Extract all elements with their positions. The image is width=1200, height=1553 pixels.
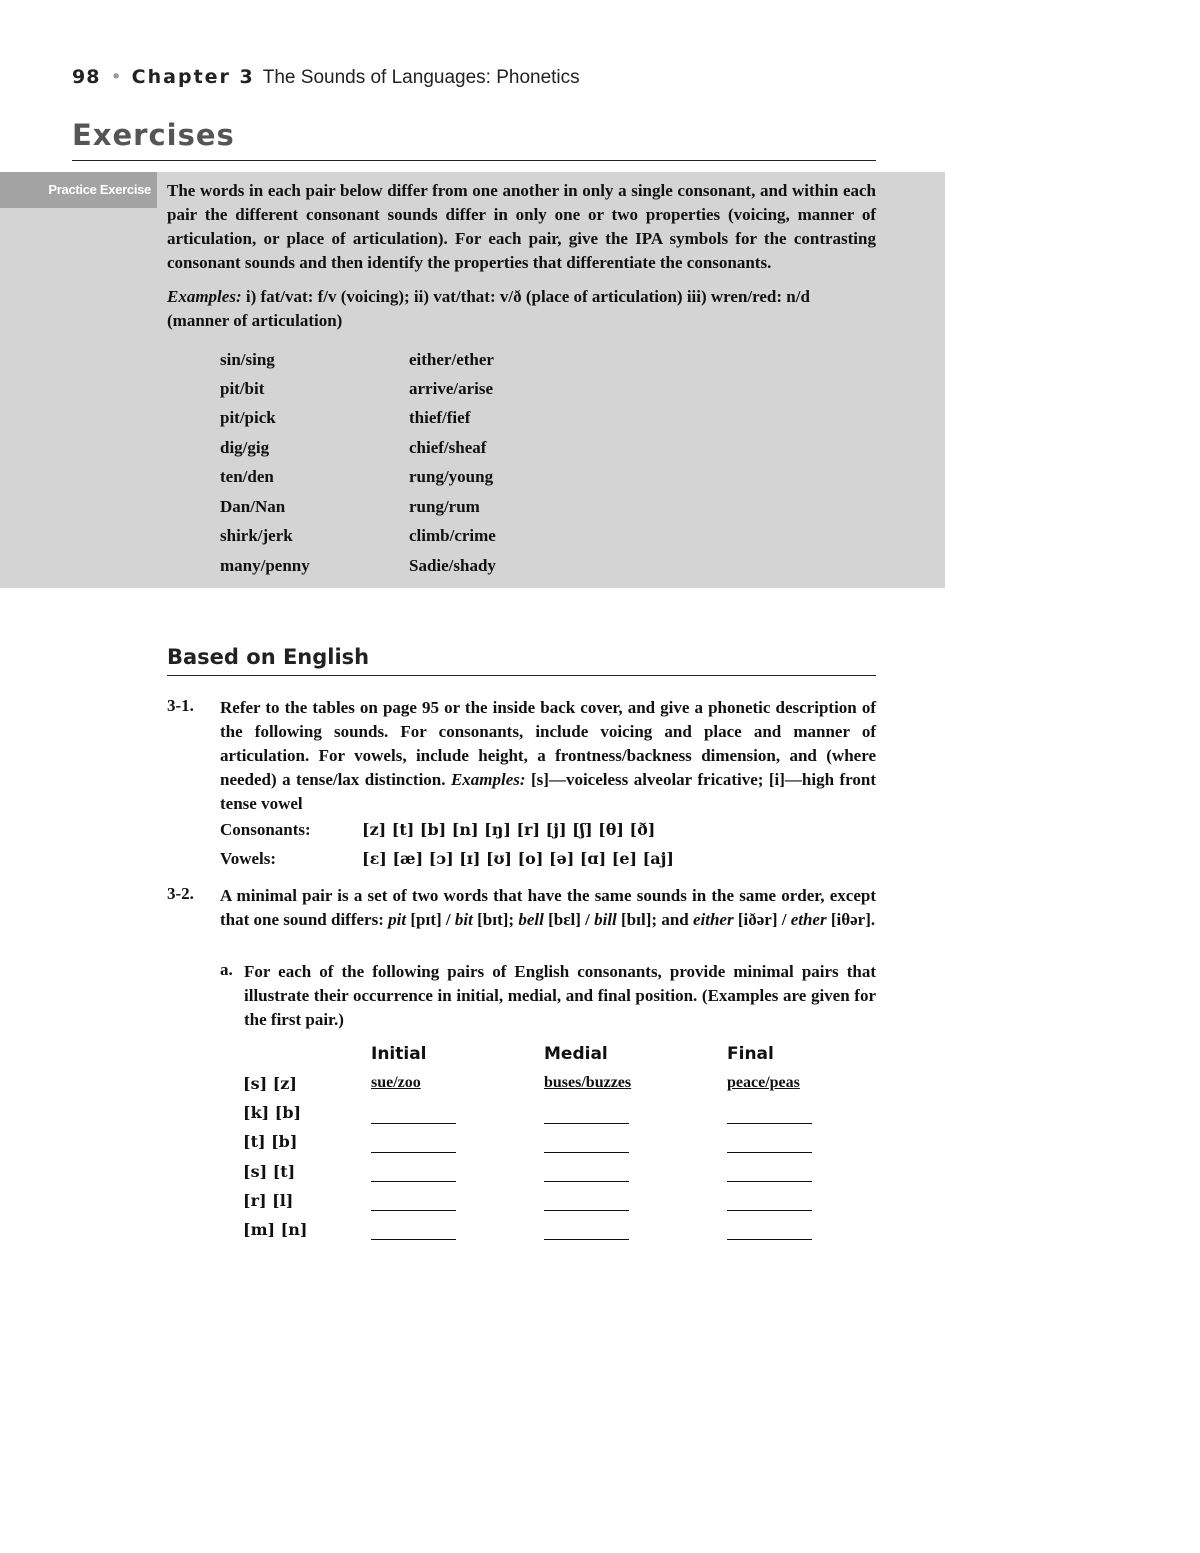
example-word: either: [692, 910, 734, 929]
exercise-number: 3-1.: [167, 696, 194, 715]
page-number: 98: [72, 66, 101, 88]
example-word: bit: [454, 910, 473, 929]
answer-blank-medial[interactable]: [544, 1181, 629, 1182]
word-pair: Dan/Nan: [220, 497, 286, 516]
ipa-transcription: [iðər] /: [733, 910, 791, 929]
divider: [167, 675, 876, 676]
column-header-final: Final: [727, 1044, 774, 1064]
word-pair: either/ether: [409, 350, 494, 369]
exercise-text-part: Refer to the tables on page 95 or the inside back cover, and give a phonetic description of the following sounds. For consonants, include voicing and place and manner of articulation. For vowels, include height, a frontness/backness dimension, and (where needed) a tense/lax distinction.: [220, 698, 876, 789]
ipa-transcription: [bɛl] /: [543, 910, 595, 929]
answer-blank-medial[interactable]: [544, 1210, 629, 1211]
sub-exercise-label: a.: [220, 960, 233, 979]
exercise-text: [220, 884, 876, 932]
ipa-transcription: [iθər].: [826, 910, 876, 929]
exercise-text: [220, 696, 876, 816]
answer-initial: sue/zoo: [371, 1074, 421, 1091]
answer-blank-initial[interactable]: [371, 1123, 456, 1124]
examples-label: Examples:: [167, 287, 242, 306]
word-pair: rung/young: [409, 467, 494, 486]
word-pair: rung/rum: [409, 497, 480, 516]
exercise-text-part: [s]—voiceless alveolar fricative; [i]—high front tense vowel: [220, 770, 876, 813]
answer-blank-initial[interactable]: [371, 1152, 456, 1153]
word-pair: climb/crime: [409, 526, 496, 545]
word-pair: pit/pick: [220, 408, 276, 427]
examples-label: Examples:: [450, 770, 526, 789]
word-pair: many/penny: [220, 556, 310, 575]
practice-exercise-tab: Practice Exercise: [0, 172, 157, 208]
answer-blank-final[interactable]: [727, 1239, 812, 1240]
exercise-text-part: A minimal pair is a set of two words that have the same sounds in the same order, except that one sound differs:: [220, 886, 876, 929]
ipa-transcription: [bɪt];: [472, 910, 519, 929]
consonant-symbols: [z] [t] [b] [n] [ŋ] [r] [j] [ʃ] [θ] [ð]: [362, 820, 656, 839]
word-pair: ten/den: [220, 467, 274, 486]
answer-blank-medial[interactable]: [544, 1123, 629, 1124]
example-word: bill: [594, 910, 617, 929]
answer-medial: buses/buzzes: [544, 1074, 632, 1091]
example-word: pit: [388, 910, 407, 929]
answer-blank-medial[interactable]: [544, 1152, 629, 1153]
examples-text: i) fat/vat: f/v (voicing); ii) vat/that: v/ð (place of articulation) iii) wren/red: n/d (manner of articulation): [167, 287, 810, 330]
consonant-pair: [r] [l]: [243, 1191, 294, 1210]
ipa-transcription: [pɪt] /: [406, 910, 455, 929]
vowels-label: Vowels:: [220, 849, 277, 868]
word-pair: arrive/arise: [409, 379, 494, 398]
word-pair: chief/sheaf: [409, 438, 487, 457]
answer-blank-final[interactable]: [727, 1123, 812, 1124]
running-head: [72, 66, 580, 89]
section-title: Exercises: [72, 118, 235, 152]
word-pair: shirk/jerk: [220, 526, 293, 545]
answer-blank-final[interactable]: [727, 1181, 812, 1182]
column-header-medial: Medial: [544, 1044, 608, 1064]
word-pair: Sadie/shady: [409, 556, 496, 575]
consonant-pair: [s] [t]: [243, 1162, 296, 1181]
word-pair: dig/gig: [220, 438, 270, 457]
word-pair: sin/sing: [220, 350, 275, 369]
consonant-pair: [t] [b]: [243, 1132, 298, 1151]
answer-blank-medial[interactable]: [544, 1239, 629, 1240]
answer-final: peace/peas: [727, 1074, 800, 1091]
consonant-pair: [m] [n]: [243, 1220, 308, 1239]
divider: [72, 160, 876, 161]
answer-blank-initial[interactable]: [371, 1181, 456, 1182]
example-word: ether: [790, 910, 827, 929]
column-header-initial: Initial: [371, 1044, 427, 1064]
consonants-label: Consonants:: [220, 820, 311, 839]
sub-exercise-text: For each of the following pairs of English consonants, provide minimal pairs that illustrate their occurrence in initial, medial, and final position. (Examples are given for the first pair.): [244, 962, 876, 1029]
consonant-pair: [k] [b]: [243, 1103, 302, 1122]
word-pair: pit/bit: [220, 379, 265, 398]
exercise-number: 3-2.: [167, 884, 194, 903]
practice-examples: [167, 285, 876, 333]
answer-blank-final[interactable]: [727, 1152, 812, 1153]
word-pair: thief/fief: [409, 408, 471, 427]
chapter-label: Chapter 3: [131, 66, 255, 88]
answer-blank-initial[interactable]: [371, 1210, 456, 1211]
ipa-transcription: [bɪl]; and: [616, 910, 693, 929]
vowel-symbols: [ɛ] [æ] [ɔ] [ɪ] [ʊ] [o] [ə] [ɑ] [e] [aj]: [362, 849, 674, 868]
example-word: bell: [518, 910, 544, 929]
answer-blank-initial[interactable]: [371, 1239, 456, 1240]
answer-blank-final[interactable]: [727, 1210, 812, 1211]
subsection-heading: Based on English: [167, 645, 370, 669]
practice-instructions: The words in each pair below differ from one another in only a single consonant, and within each pair the different consonant sounds differ in only one or two properties (voicing, manner of articulation, or place of articulation). For each pair, give the IPA symbols for the contrasting consonant sounds and then identify the properties that differentiate the consonants.: [167, 181, 876, 272]
bullet-separator: •: [110, 66, 122, 88]
chapter-title: The Sounds of Languages: Phonetics: [262, 67, 580, 88]
consonant-pair: [s] [z]: [243, 1074, 297, 1093]
